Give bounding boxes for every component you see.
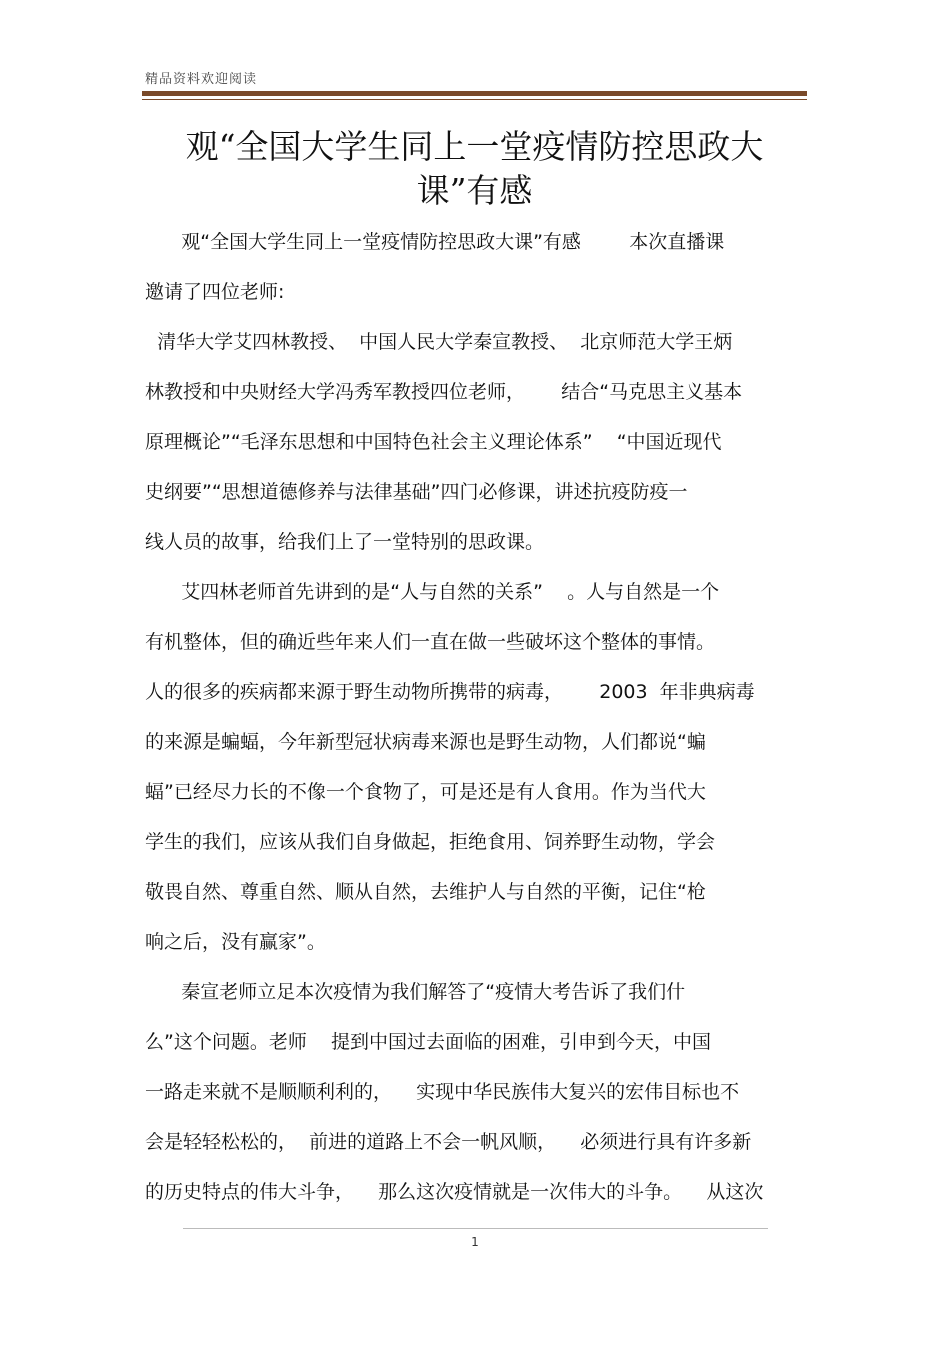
body-line: 的来源是蝙蝠，今年新型冠状病毒来源也是野生动物，人们都说“蝙: [145, 731, 706, 753]
title-line-1: 观“全国大学生同上一堂疫情防控思政大: [185, 127, 764, 166]
body-line: 线人员的故事，给我们上了一堂特别的思政课。: [145, 531, 545, 553]
body-line: 学生的我们，应该从我们自身做起，拒绝食用、饲养野生动物，学会: [145, 831, 716, 853]
body-line: 史纲要”“思想道德修养与法律基础”四门必修课，讲述抗疫防疫一: [145, 481, 688, 503]
page-number: 1: [471, 1235, 479, 1249]
body-line: 艾四林老师首先讲到的是“人与自然的关系” 。人与自然是一个: [145, 581, 720, 603]
body-line: 清华大学艾四林教授、 中国人民大学秦宣教授、 北京师范大学王炳: [145, 331, 733, 353]
body-line: 一路走来就不是顺顺利利的， 实现中华民族伟大复兴的宏伟目标也不: [145, 1081, 740, 1103]
body-line: 林教授和中央财经大学冯秀军教授四位老师， 结合“马克思主义基本: [145, 381, 743, 403]
header-rule: [142, 91, 807, 96]
body-line: 么”这个问题。老师 提到中国过去面临的困难，引申到今天，中国: [145, 1031, 712, 1053]
header-label: 精品资料欢迎阅读: [145, 72, 258, 87]
body-line: 会是轻轻松松的， 前进的道路上不会一帆风顺， 必须进行具有许多新: [145, 1131, 752, 1153]
body-line: 敬畏自然、尊重自然、顺从自然，去维护人与自然的平衡，记住“枪: [145, 881, 706, 903]
title-line-2: 课”有感: [416, 171, 533, 210]
body-line: 观“全国大学生同上一堂疫情防控思政大课”有感 本次直播课: [145, 231, 725, 253]
footer-rule: [183, 1228, 768, 1229]
header-rule-thin: [142, 99, 807, 100]
body-line: 蝠”已经尽力长的不像一个食物了，可是还是有人食用。作为当代大: [145, 781, 706, 803]
body-line: 人的很多的疾病都来源于野生动物所携带的病毒， 2003 年非典病毒: [145, 681, 755, 703]
body-line: 的历史特点的伟大斗争， 那么这次疫情就是一次伟大的斗争。 从这次: [145, 1181, 764, 1203]
body-line: 邀请了四位老师:: [145, 281, 285, 303]
body-line: 原理概论”“毛泽东思想和中国特色社会主义理论体系” “中国近现代: [145, 431, 722, 453]
body-line: 秦宣老师立足本次疫情为我们解答了“疫情大考告诉了我们什: [145, 981, 686, 1003]
body-line: 响之后，没有赢家”。: [145, 931, 326, 953]
document-title: [142, 125, 807, 213]
body-line: 有机整体，但的确近些年来人们一直在做一些破坏这个整体的事情。: [145, 631, 716, 653]
